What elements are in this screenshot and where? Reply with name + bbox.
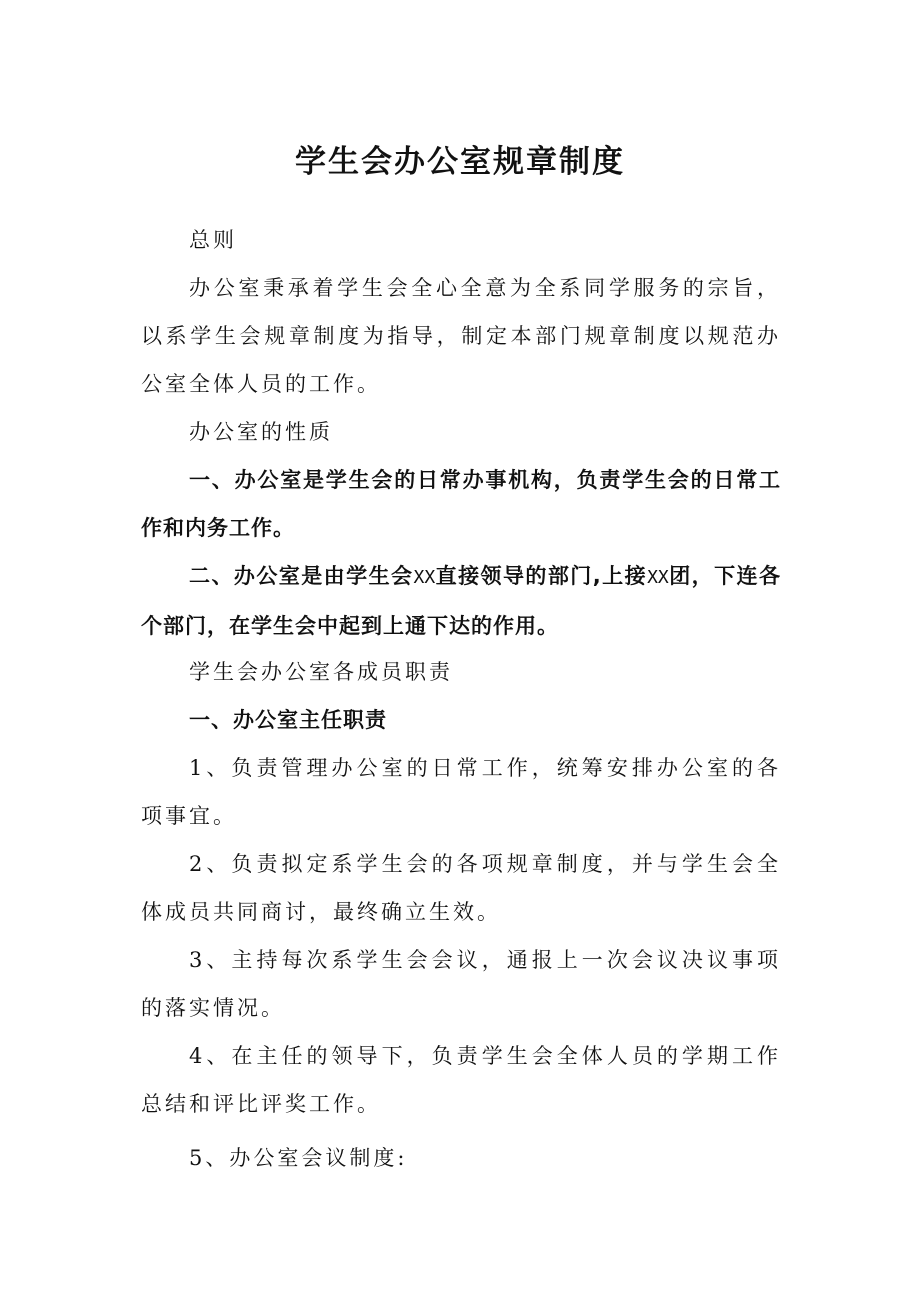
nature-item-2-xx2: XX <box>647 567 669 588</box>
nature-item-2-part1: 二、办公室是由学生会 <box>189 564 414 588</box>
nature-item-2-xx1: XX <box>413 567 436 588</box>
nature-item-1: 一、办公室是学生会的日常办事机构，负责学生会的日常工作和内务工作。 <box>141 468 781 540</box>
duty-item-2: 2、负责拟定系学生会的各项规章制度，并与学生会全体成员共同商讨，最终确立生效。 <box>141 852 781 924</box>
nature-item-2-part3: 团，下连各个部门，在学生会中起到上通下达的作用。 <box>141 564 782 638</box>
document-title: 学生会办公室规章制度 <box>295 144 625 180</box>
duty-item-1: 1、负责管理办公室的日常工作，统筹安排办公室的各项事宜。 <box>141 756 781 828</box>
nature-heading: 办公室的性质 <box>189 420 333 444</box>
duties-heading: 学生会办公室各成员职责 <box>189 660 453 684</box>
duty-item-3: 3、主持每次系学生会会议，通报上一次会议决议事项的落实情况。 <box>141 948 781 1020</box>
nature-item-2-part2: 直接领导的部门,上接 <box>435 564 648 588</box>
nature-item-2 <box>141 552 781 650</box>
duty-item-4: 4、在主任的领导下，负责学生会全体人员的学期工作总结和评比评奖工作。 <box>141 1044 781 1116</box>
duty-item-5: 5、办公室会议制度: <box>189 1146 408 1170</box>
general-paragraph: 办公室秉承着学生会全心全意为全系同学服务的宗旨，以系学生会规章制度为指导，制定本部门规章制度以规范办公室全体人员的工作。 <box>141 276 781 396</box>
director-duties-heading: 一、办公室主任职责 <box>189 708 387 732</box>
general-heading: 总则 <box>189 228 237 252</box>
